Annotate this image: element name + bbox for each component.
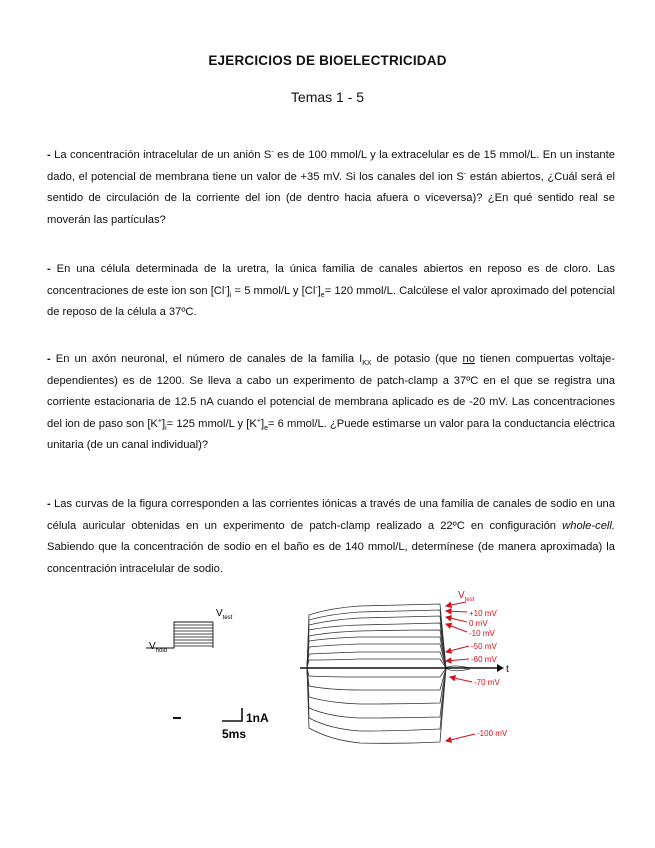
exercise-text: ] [317,284,321,297]
exercise-text: tienen compuertas voltaje-dependientes) es de 1200. Se lleva a cabo un experimento de patch-clamp a 37ºC en el que se registra una corriente estacionaria de 12.5 nA cuando el potencial de membrana aplicado es de -20 mV. Las concentraciones del ion de paso son [K [47,353,615,430]
time-axis [300,664,504,672]
voltage-label: +10 mV [469,609,497,618]
arrow [446,602,466,606]
arrow [450,677,472,682]
exercise-text: = 6 mmol/L. ¿Puede estimarse un valor para la conductancia eléctrica unitaria (de un canal individual)? [47,417,615,451]
document-title: EJERCICIOS DE BIOELECTRICIDAD [208,53,447,68]
subscript: i [229,291,232,299]
vtest-label-right: $V_{test}$ [458,590,475,603]
exercise-text: están abiertos, ¿Cuál será el sentido de circulación de la corriente del ion (de dentro hacia afuera o viceversa)? ¿En qué sentido real se moverán las partículas? [47,170,615,226]
exercise-text: ] [226,284,230,297]
arrow [446,734,475,741]
subscript: e [320,291,325,299]
exercise-text: de potasio (que [371,353,463,365]
voltage-label: -100 mV [477,729,508,738]
superscript: - [271,148,274,156]
voltage-label: -50 mV [471,642,497,651]
subscript: e [264,424,268,432]
time-axis-label: t [506,664,509,675]
superscript: - [224,283,227,291]
subscript: KX [362,360,372,368]
subscript: i [165,424,167,432]
superscript: + [157,416,162,424]
exercise-text: En un axón neuronal, el número de canales de la familia I [50,353,363,365]
arrow [446,611,467,612]
exercise-text: ] [260,417,265,430]
vtest-label-left: $V_{test}$ [216,608,233,621]
arrow [446,659,469,661]
exercise-text: = 120 mmol/L. Calcúlese el valor aproximado del potencial de reposo de la célula a 37ºC. [47,284,615,318]
current-traces [307,604,470,743]
voltage-label: 0 mV [469,619,488,628]
underlined-word: no [462,353,475,365]
italic-term: whole-cell. [562,519,615,532]
scale-bar [173,708,242,721]
voltage-protocol [146,622,213,648]
exercise-bullet: - [47,353,51,365]
scale-current-label: 1nA [246,711,269,725]
exercise-text: = 5 mmol/L y [Cl [231,284,316,297]
scale-time-label: 5ms [222,727,247,741]
arrow [446,617,467,622]
arrow [446,646,469,652]
voltage-annotations [446,602,508,741]
exercise-text: La concentración intracelular de un anión S [50,149,272,161]
exercise-bullet: - [47,498,51,510]
arrow [446,624,467,632]
vhold-label: $V_{hold}$ [149,641,168,654]
exercise-bullet: - [47,263,51,275]
exercise-bullet: - [47,149,51,161]
exercise-text: es de 100 mmol/L y la extracelular es de 15 mmol/L. En un instante dado, el potencial de membrana tiene un valor de +35 mV. Si los canales del ion S [47,149,615,183]
exercise-text: En una célula determinada de la uretra, la única familia de canales abiertos en reposo es de cloro. Las concentraciones de este ion son [Cl [47,263,615,297]
voltage-label: -10 mV [469,629,495,638]
superscript: - [463,169,467,177]
document-subtitle: Temas 1 - 5 [290,89,365,105]
voltage-label: -70 mV [474,678,500,687]
superscript: - [315,283,318,291]
exercise-text: ] [161,417,166,430]
exercise-text: Las curvas de la figura corresponden a las corrientes iónicas a través de una familia de canales de sodio en una célula auricular obtenidas en un experimento de patch-clamp realizado a 22ºC en configuración [47,498,615,532]
superscript: + [256,416,261,424]
exercise-text: = 125 mmol/L y [K [166,417,257,430]
exercise-text: Sabiendo que la concentración de sodio en el baño es de 140 mmol/L, determínese (de manera aproximada) la concentración intracelular de sodio. [47,541,615,575]
voltage-label: -60 mV [471,655,497,664]
